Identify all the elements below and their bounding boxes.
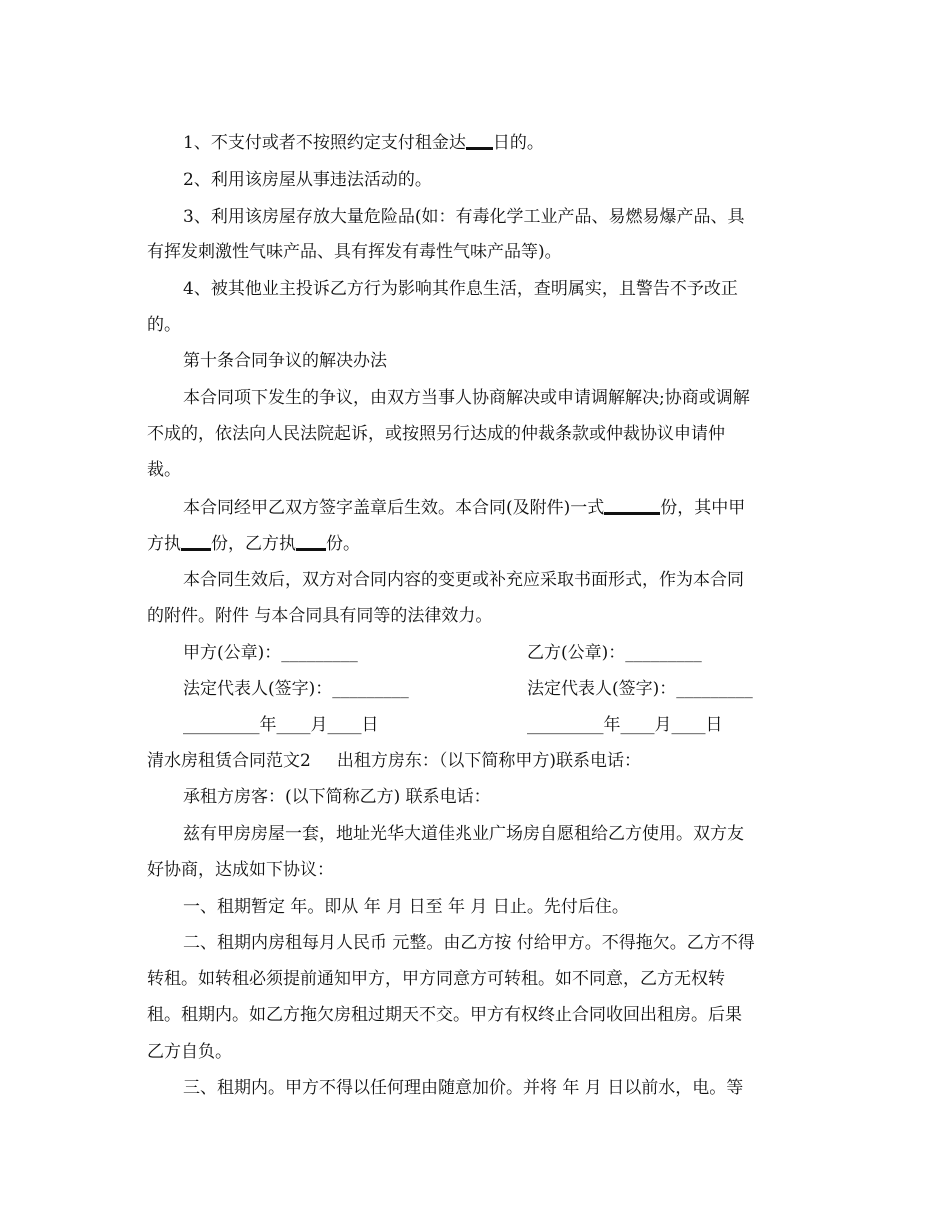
party-a-rep: 法定代表人(签字)：_________ bbox=[183, 679, 409, 699]
effect-text-4: 份，乙方执 bbox=[211, 534, 296, 554]
fill-blank bbox=[181, 532, 211, 551]
rent-clause-a: 二、租期内房租每月人民币 元整。由乙方按 付给甲方。不得拖欠。乙方不得 bbox=[183, 933, 755, 953]
fill-blank bbox=[296, 532, 326, 551]
effect-text-5: 份。 bbox=[326, 534, 360, 554]
clause-line-4b: 的。 bbox=[147, 315, 181, 335]
rent-clause-d: 乙方自负。 bbox=[147, 1042, 232, 1062]
intro-para-b: 好协商，达成如下协议： bbox=[147, 860, 334, 880]
fill-blank bbox=[604, 496, 660, 515]
party-b-rep: 法定代表人(签字)：_________ bbox=[527, 679, 753, 699]
clause-line-3a: 3、利用该房屋存放大量危险品(如：有毒化学工业产品、易燃易爆产品、具 bbox=[183, 207, 745, 227]
rent-clause-b: 转租。如转租必须提前通知甲方，甲方同意方可转租。如不同意，乙方无权转 bbox=[147, 969, 725, 989]
rent-clause-c: 租。租期内。如乙方拖欠房租过期天不交。甲方有权终止合同收回出租房。后果 bbox=[147, 1005, 742, 1025]
effect-text-2: 份，其中甲 bbox=[660, 498, 746, 518]
party-a-seal: 甲方(公章)：_________ bbox=[183, 643, 358, 663]
dispute-para-a: 本合同项下发生的争议，由双方当事人协商解决或申请调解解决;协商或调解 bbox=[183, 388, 750, 408]
clause-line-4a: 4、被其他业主投诉乙方行为影响其作息生活，查明属实，且警告不予改正 bbox=[183, 279, 738, 299]
dispute-para-c: 裁。 bbox=[147, 460, 181, 480]
party-b-date: _________年____月____日 bbox=[527, 715, 723, 735]
clause-line-3b: 有挥发刺激性气味产品、具有挥发有毒性气味产品等)。 bbox=[147, 242, 562, 262]
intro-para-a: 兹有甲房房屋一套，地址光华大道佳兆业广场房自愿租给乙方使用。双方友 bbox=[183, 824, 744, 844]
clause-line-1 bbox=[183, 131, 544, 155]
effect-para-b bbox=[147, 532, 360, 556]
clause-1-end: 日的。 bbox=[492, 133, 544, 153]
contract-2-heading bbox=[147, 749, 641, 773]
amendment-para-b: 的附件。附件 与本合同具有同等的法律效力。 bbox=[147, 606, 493, 626]
clause-line-2: 2、利用该房屋从事违法活动的。 bbox=[183, 170, 432, 190]
effect-para-a bbox=[183, 496, 745, 520]
party-b-seal: 乙方(公章)：_________ bbox=[527, 643, 702, 663]
amendment-para-a: 本合同生效后，双方对合同内容的变更或补充应采取书面形式，作为本合同 bbox=[183, 570, 744, 590]
price-clause-a: 三、租期内。甲方不得以任何理由随意加价。并将 年 月 日以前水，电。等 bbox=[183, 1078, 744, 1098]
term-clause: 一、租期暂定 年。即从 年 月 日至 年 月 日止。先付后住。 bbox=[183, 897, 629, 917]
party-a-date: _________年____月____日 bbox=[183, 715, 379, 735]
effect-text-3: 方执 bbox=[147, 534, 181, 554]
tenant-line: 承租方房客：(以下简称乙方) 联系电话： bbox=[183, 787, 491, 807]
landlord-line: 出租方房东：（以下简称甲方)联系电话： bbox=[336, 751, 641, 771]
article-10-heading: 第十条合同争议的解决办法 bbox=[183, 351, 387, 371]
contract-2-title: 清水房租赁合同范文2 bbox=[147, 751, 311, 771]
effect-text-1: 本合同经甲乙双方签字盖章后生效。本合同(及附件)一式 bbox=[183, 498, 605, 518]
fill-blank bbox=[466, 131, 493, 150]
clause-1-text: 1、不支付或者不按照约定支付租金达 bbox=[183, 133, 466, 153]
dispute-para-b: 不成的，依法向人民法院起诉，或按照另行达成的仲裁条款或仲裁协议申请仲 bbox=[147, 424, 725, 444]
